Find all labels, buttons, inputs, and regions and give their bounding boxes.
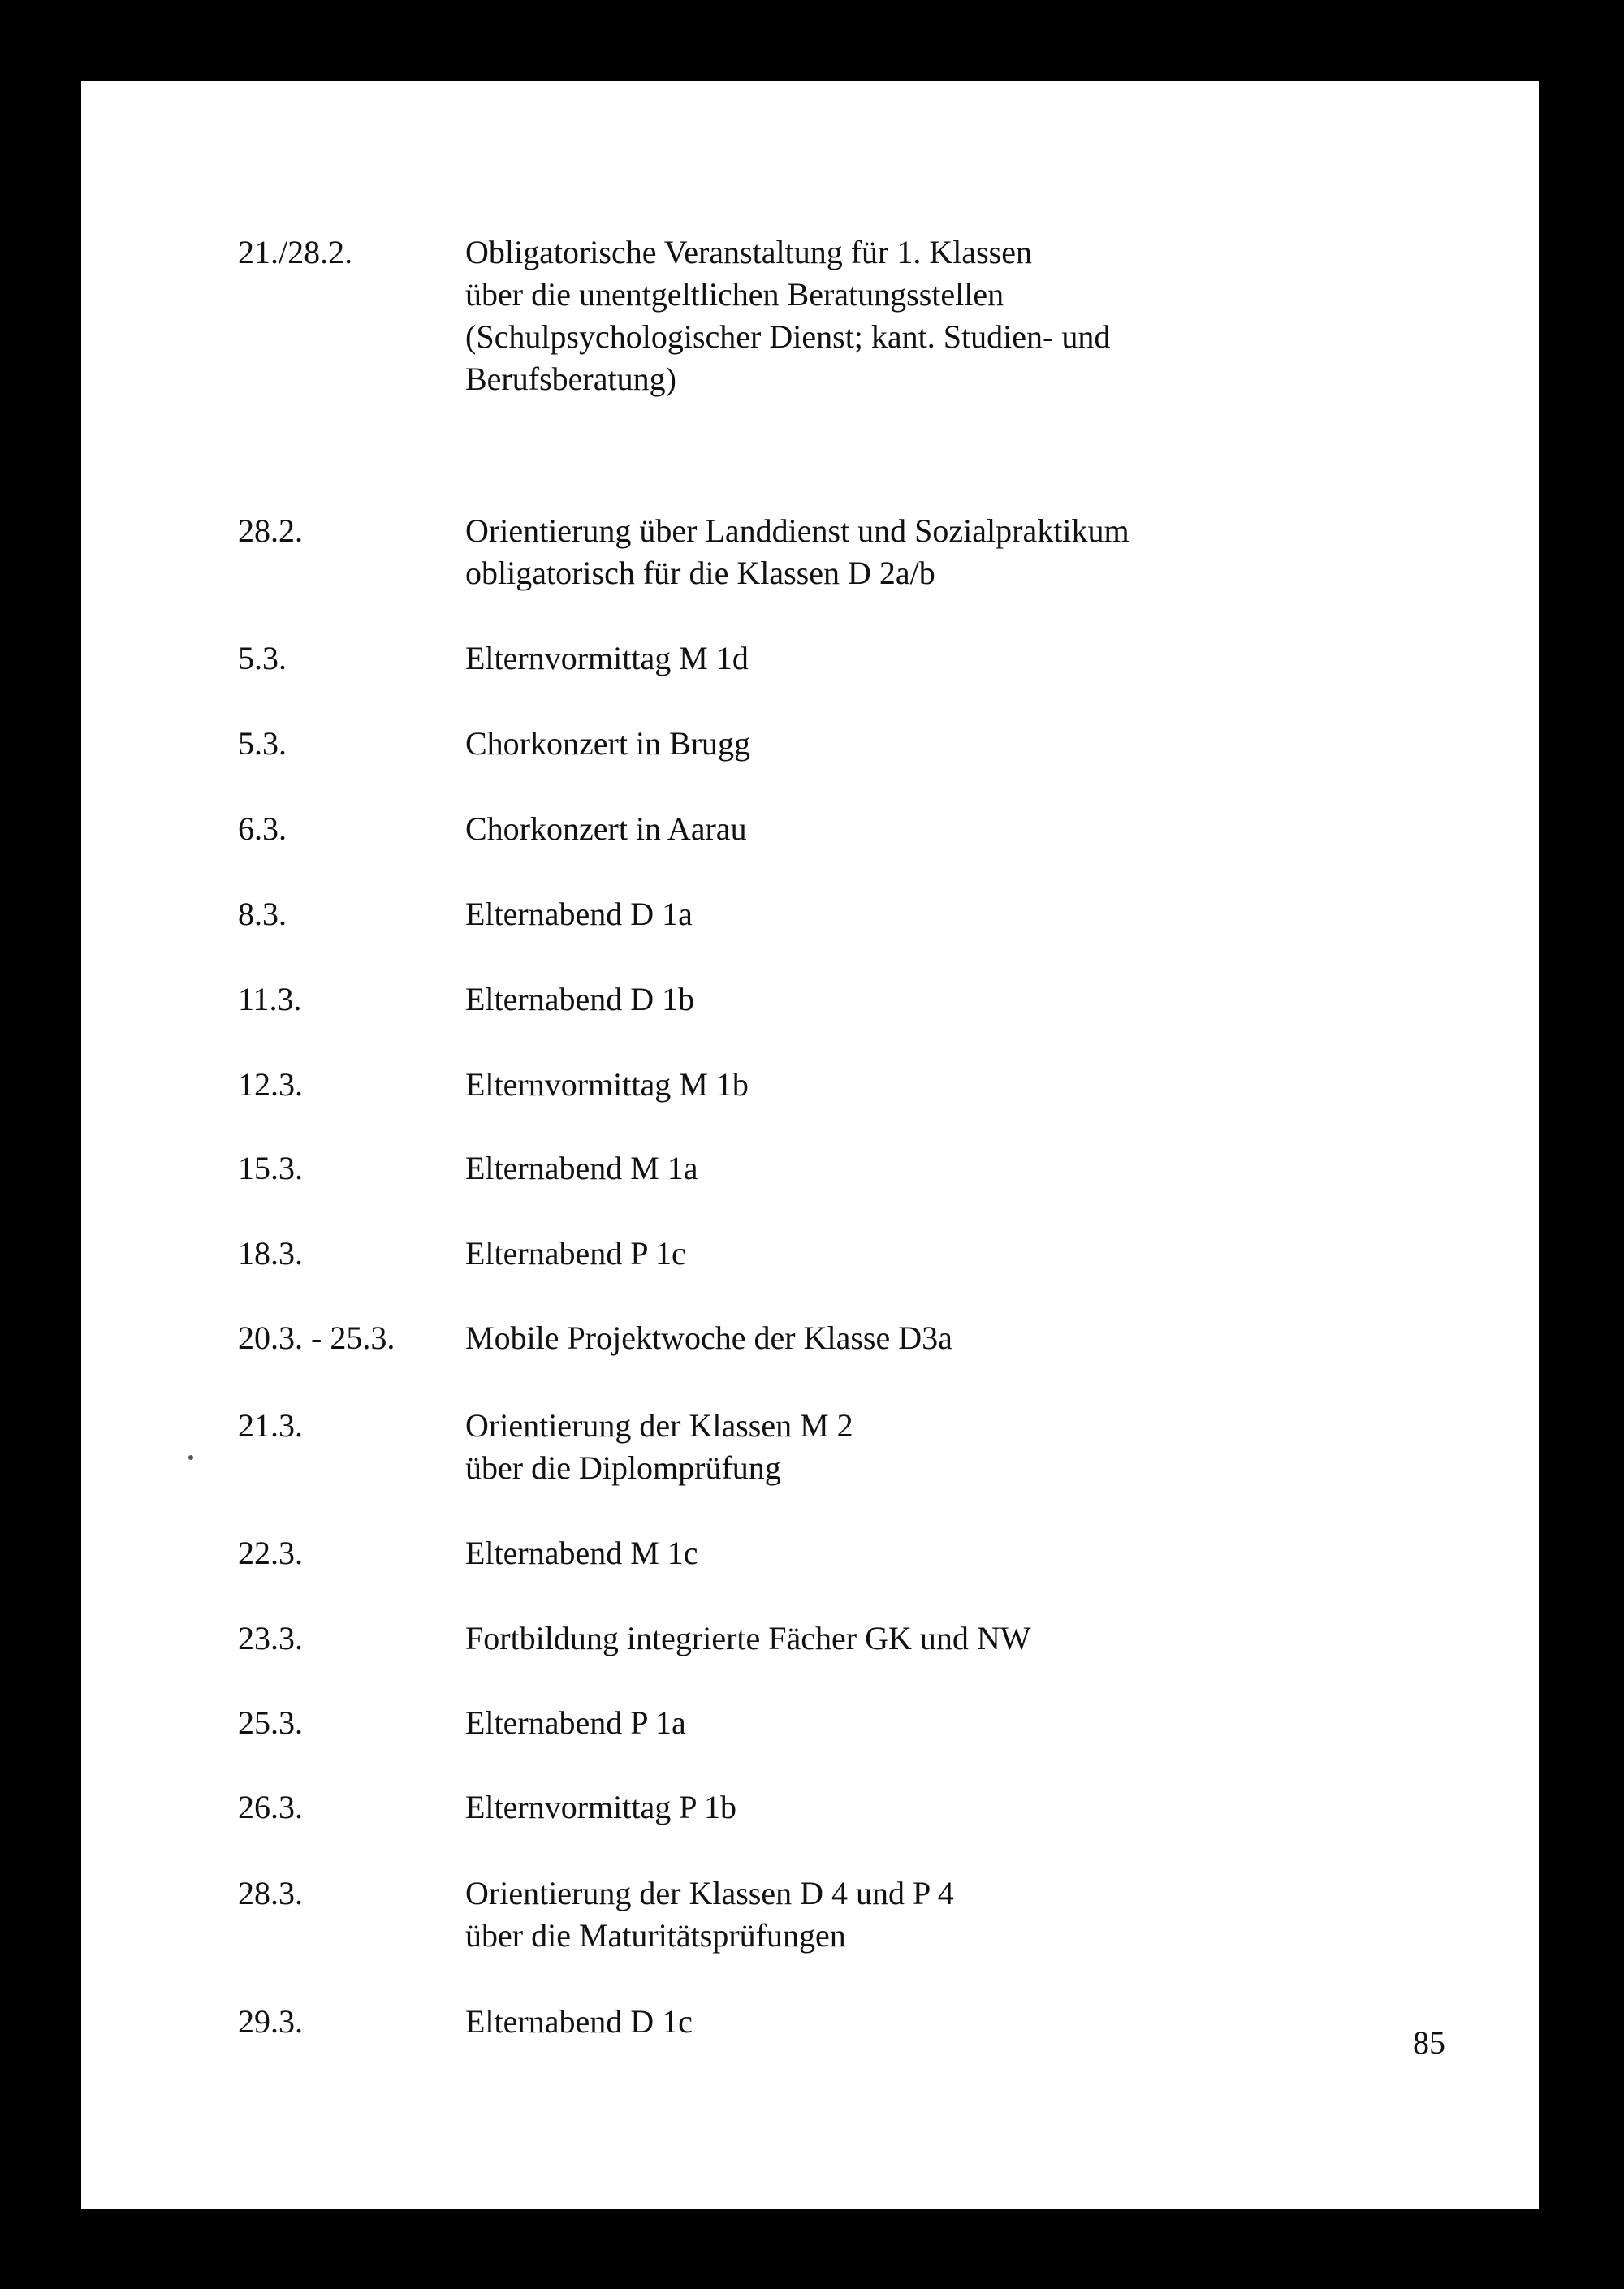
entry-description [465, 1532, 1399, 1574]
scan-speck [188, 1455, 193, 1460]
entry-description [465, 1405, 1399, 1489]
schedule-list [81, 81, 1539, 2209]
entry-date: 8.3. [238, 896, 287, 932]
entry-description-line: Elternabend D 1c [465, 2003, 693, 2040]
entry-date: 21./28.2. [238, 234, 353, 270]
entry-description-line: Elternabend M 1a [465, 1150, 698, 1186]
entry-date: 29.3. [238, 2003, 303, 2040]
entry-description-line: Mobile Projektwoche der Klasse D3a [465, 1319, 952, 1356]
entry-description-line: Orientierung über Landdienst und Sozialpraktikum [465, 512, 1129, 549]
entry-date: 5.3. [238, 725, 287, 762]
document-page [81, 81, 1539, 2209]
entry-description-line: Elternabend M 1c [465, 1535, 698, 1571]
entry-description [465, 1786, 1399, 1829]
entry-description [465, 637, 1399, 680]
entry-description [465, 1617, 1399, 1660]
entry-date: 26.3. [238, 1789, 303, 1825]
entry-date: 28.3. [238, 1875, 303, 1911]
entry-description-line: (Schulpsychologischer Dienst; kant. Studien- und [465, 318, 1111, 355]
entry-description-line: Orientierung der Klassen M 2 [465, 1407, 853, 1444]
entry-date: 20.3. - 25.3. [238, 1319, 395, 1356]
entry-description-line: Elternabend P 1a [465, 1704, 686, 1741]
entry-description [465, 1147, 1399, 1190]
entry-date: 15.3. [238, 1150, 303, 1186]
entry-date: 28.2. [238, 512, 303, 549]
entry-description-line: Chorkonzert in Brugg [465, 725, 751, 762]
entry-description [465, 808, 1399, 850]
entry-description [465, 2001, 1399, 2043]
entry-date: 11.3. [238, 981, 302, 1017]
entry-date: 22.3. [238, 1535, 303, 1571]
entry-description-line: Elternvormittag M 1d [465, 640, 749, 676]
entry-description-line: Chorkonzert in Aarau [465, 810, 747, 847]
entry-description-line: Elternabend D 1b [465, 981, 695, 1017]
entry-description [465, 1064, 1399, 1106]
entry-description [465, 1702, 1399, 1744]
page-number: 85 [1413, 2024, 1445, 2061]
entry-description-line: Obligatorische Veranstaltung für 1. Klassen [465, 234, 1032, 270]
entry-description [465, 231, 1399, 400]
entry-description [465, 1317, 1399, 1359]
entry-date: 21.3. [238, 1407, 303, 1444]
entry-description-line: Elternabend P 1c [465, 1235, 686, 1272]
entry-date: 6.3. [238, 810, 287, 847]
entry-description-line: Elternvormittag P 1b [465, 1789, 737, 1825]
entry-description [465, 510, 1399, 594]
entry-description-line: Fortbildung integrierte Fächer GK und NW [465, 1620, 1031, 1656]
entry-description [465, 1872, 1399, 1957]
entry-date: 23.3. [238, 1620, 303, 1656]
entry-date: 25.3. [238, 1704, 303, 1741]
entry-description [465, 978, 1399, 1021]
entry-description-line: über die Diplomprüfung [465, 1449, 781, 1486]
entry-description-line: über die Maturitätsprüfungen [465, 1917, 846, 1954]
entry-date: 18.3. [238, 1235, 303, 1272]
entry-description-line: Orientierung der Klassen D 4 und P 4 [465, 1875, 954, 1911]
entry-description-line: Berufsberatung) [465, 361, 676, 397]
entry-description-line: über die unentgeltlichen Beratungsstellen [465, 276, 1004, 313]
entry-date: 12.3. [238, 1066, 303, 1103]
entry-description-line: Elternabend D 1a [465, 896, 693, 932]
entry-description [465, 723, 1399, 765]
entry-description-line: obligatorisch für die Klassen D 2a/b [465, 555, 935, 591]
entry-date: 5.3. [238, 640, 287, 676]
entry-description [465, 1233, 1399, 1275]
entry-description [465, 893, 1399, 935]
entry-description-line: Elternvormittag M 1b [465, 1066, 749, 1103]
